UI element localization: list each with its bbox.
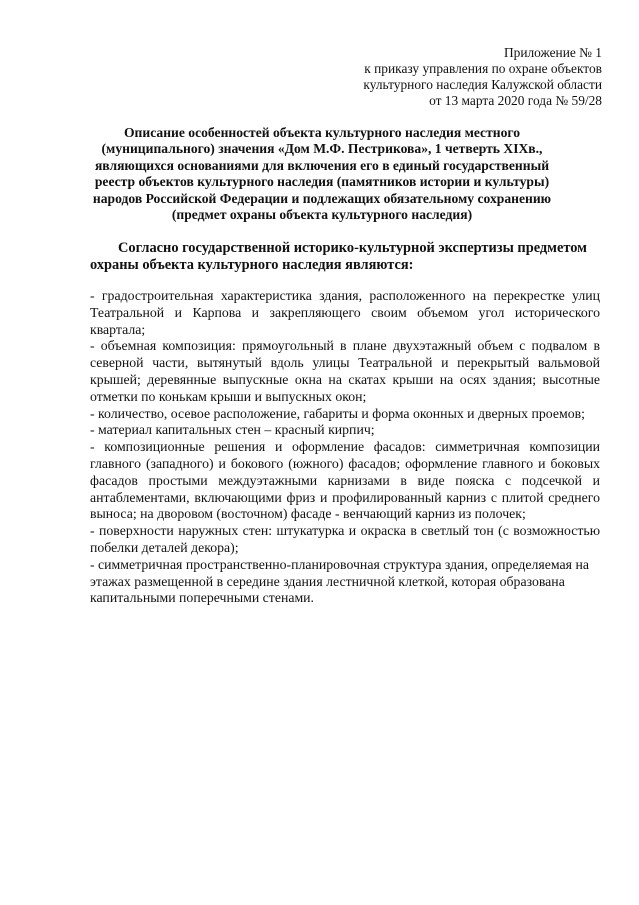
title-line: народов Российской Федерации и подлежащих обязательному сохранению — [92, 190, 552, 206]
list-item: - материал капитальных стен – красный кирпич; — [90, 422, 375, 438]
list-item: - поверхности наружных стен: штукатурка и окраска в светлый тон (с возможностью побелки деталей декора); — [90, 523, 600, 555]
list-item: - количество, осевое расположение, габариты и форма оконных и дверных проемов; — [90, 405, 585, 421]
title-line: (муниципального) значения «Дом М.Ф. Пестрикова», 1 четверть XIXв., — [101, 141, 543, 157]
appendix-header — [363, 45, 602, 109]
list-item: - градостроительная характеристика здания, расположенного на перекрестке улиц Театральной и Карпова и закрепляющего своим объемом угол исторического квартала; — [90, 288, 600, 337]
intro-line: Согласно государственной историко-культурной экспертизы предметом — [118, 240, 587, 256]
list-item: - симметричная пространственно-планировочная структура здания, определяемая на этажах размещенной в середине здания лестничной клеткой, которая образована капитальными поперечными стенами. — [90, 556, 589, 606]
title-line: являющихся основаниями для включения его в единый государственный — [94, 157, 550, 173]
intro-paragraph — [90, 240, 600, 274]
appendix-line: культурного наследия Калужской области — [363, 77, 602, 92]
intro-line: охраны объекта культурного наследия являются: — [90, 257, 414, 273]
protection-items-list — [90, 288, 600, 607]
list-item: - композиционные решения и оформление фасадов: симметричная композиции главного (западного) и бокового (южного) фасадов; оформление главного и боковых фасадов простыми междуэтажными карнизами в виде пояска с подсечкой и антаблементами, включающими фриз и профилированный карниз с плитой среднего выноса; на дворовом (восточном) фасаде - венчающий карниз из полочек; — [90, 439, 600, 522]
appendix-line: к приказу управления по охране объектов — [364, 61, 602, 76]
list-item: - объемная композиция: прямоугольный в плане двухэтажный объем с подвалом в северной части, вытянутый вдоль улицы Театральной и перекрытый вальмовой крышей; деревянные выпускные окна на скатах крыши на осях здания; высотные отметки по конькам крыши и выпускных окон; — [90, 338, 600, 404]
appendix-line: от 13 марта 2020 года № 59/28 — [429, 93, 602, 108]
appendix-line: Приложение № 1 — [503, 45, 602, 60]
title-line: реестр объектов культурного наследия (памятников истории и культуры) — [94, 174, 550, 190]
title-line: (предмет охраны объекта культурного наследия) — [171, 207, 473, 223]
document-title — [88, 125, 556, 223]
title-line: Описание особенностей объекта культурного наследия местного — [123, 125, 521, 140]
